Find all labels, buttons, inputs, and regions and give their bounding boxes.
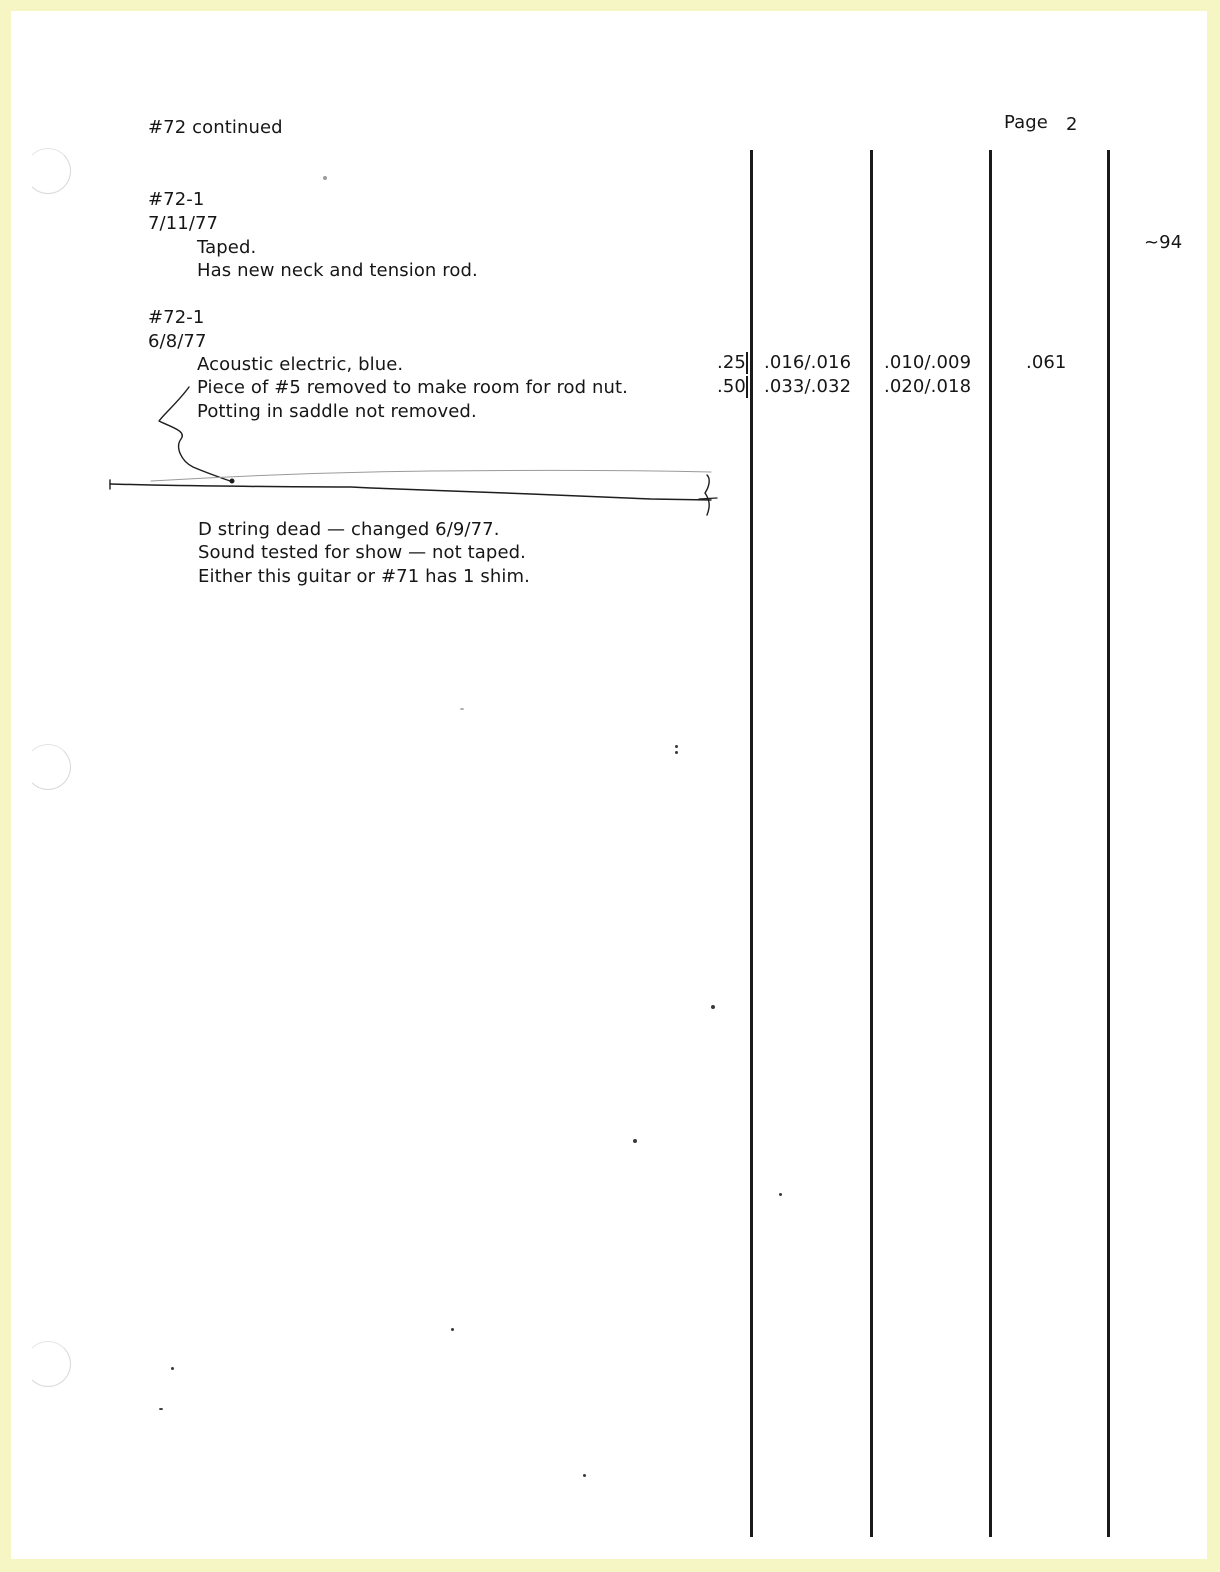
measurement-col3: .020/.018 <box>884 376 972 397</box>
scan-speck <box>451 1328 454 1331</box>
measurement-col2: .016/.016 <box>764 352 852 373</box>
measurement-col2: .033/.032 <box>764 376 852 397</box>
scan-speck <box>633 1139 637 1143</box>
entry-line: Taped. <box>197 237 257 258</box>
note-line: D string dead — changed 6/9/77. <box>198 519 500 540</box>
note-line: Sound tested for show — not taped. <box>198 542 526 563</box>
page-title: #72 continued <box>148 117 283 138</box>
scan-speck <box>171 1367 174 1370</box>
entry-id: #72-1 <box>148 307 205 328</box>
handwritten-annotation <box>11 11 1207 1559</box>
measurement-col1: .25 <box>717 352 746 373</box>
entry-line: Has new neck and tension rod. <box>197 260 478 281</box>
margin-note: ~94 <box>1144 232 1183 253</box>
pen-cross <box>699 498 717 499</box>
scan-speck <box>583 1474 586 1477</box>
measurement-col4: .061 <box>1026 352 1067 373</box>
pen-line-faint <box>151 470 711 481</box>
entry-line: Potting in saddle not removed. <box>197 401 477 422</box>
scan-speck <box>159 1408 163 1410</box>
scan-speck <box>675 745 678 748</box>
note-line: Either this guitar or #71 has 1 shim. <box>198 566 530 587</box>
page-label: Page <box>1004 112 1048 133</box>
entry-id: #72-1 <box>148 189 205 210</box>
measurement-col1: .50 <box>717 376 746 397</box>
entry-line: Piece of #5 removed to make room for rod nut. <box>197 377 629 398</box>
scan-speck <box>711 1005 715 1009</box>
pen-squiggle <box>159 387 230 481</box>
scan-speck <box>779 1193 782 1196</box>
pen-dot <box>230 479 235 484</box>
entry-date: 6/8/77 <box>148 331 207 352</box>
pen-bracket <box>705 475 709 515</box>
measurement-col3: .010/.009 <box>884 352 972 373</box>
page-number: 2 <box>1066 114 1078 135</box>
scan-speck <box>460 708 464 710</box>
pen-line <box>110 484 711 500</box>
entry-date: 7/11/77 <box>148 213 219 234</box>
entry-line: Acoustic electric, blue. <box>197 354 404 375</box>
scan-speck <box>675 751 678 754</box>
document-page <box>11 11 1207 1559</box>
scan-speck <box>323 176 327 180</box>
